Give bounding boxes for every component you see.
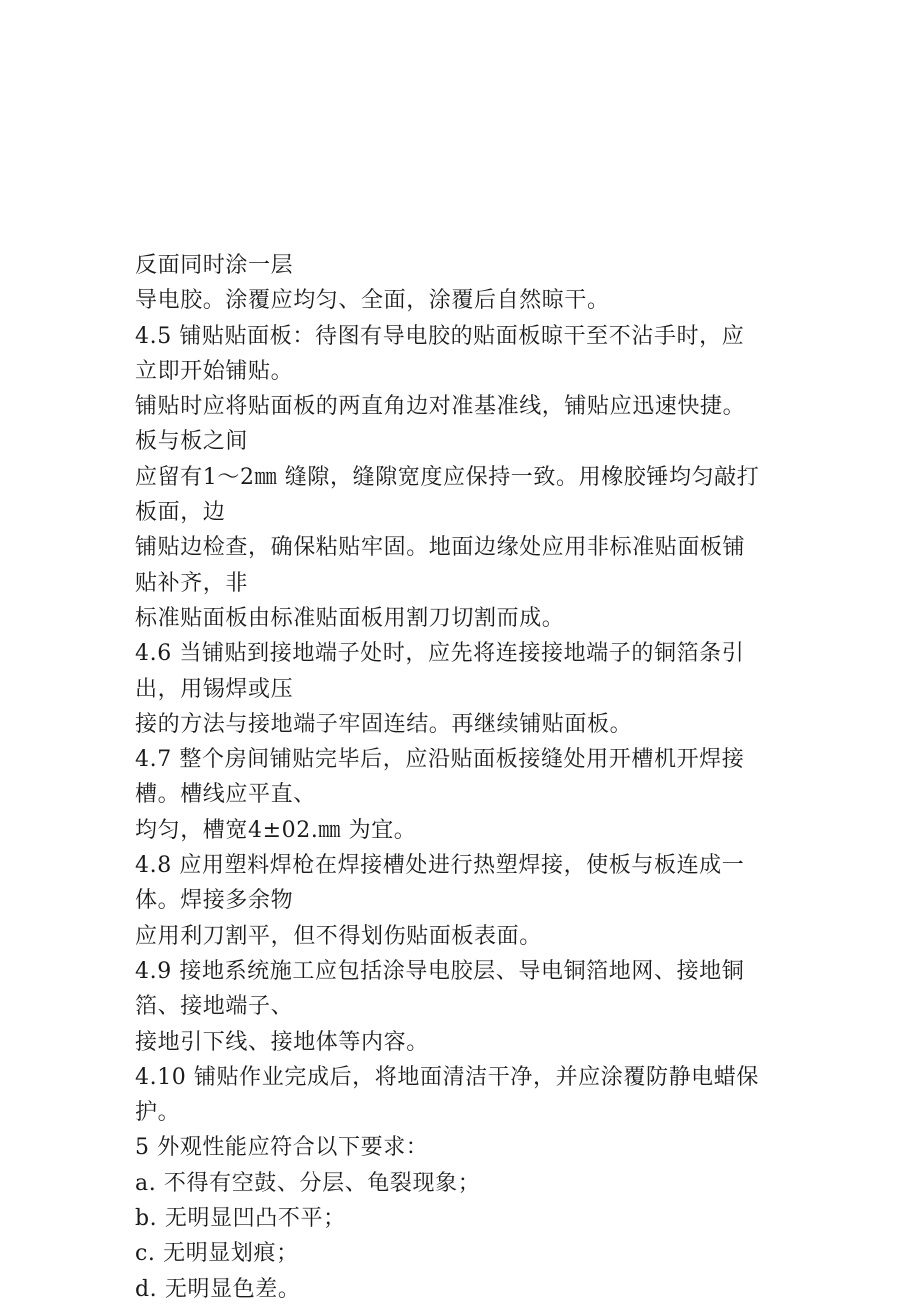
document-body bbox=[135, 248, 790, 1307]
text-line: d. 无明显色差。 bbox=[135, 1276, 301, 1302]
text-line: 5 外观性能应符合以下要求： bbox=[135, 1135, 429, 1161]
text-line: 应留有1～2㎜ 缝隙，缝隙宽度应保持一致。用橡胶锤均匀敲打 bbox=[135, 464, 760, 490]
text-line: 接地引下线、接地体等内容。 bbox=[135, 1029, 429, 1055]
text-line: 板与板之间 bbox=[135, 429, 249, 455]
text-line: 4.8 应用塑料焊枪在焊接槽处进行热塑焊接，使板与板连成一 bbox=[135, 853, 745, 879]
text-line: 4.5 铺贴贴面板：待图有导电胶的贴面板晾干至不沾手时，应 bbox=[135, 323, 745, 349]
text-line: 标准贴面板由标准贴面板用割刀切割而成。 bbox=[135, 605, 565, 631]
text-line: 铺贴边检查，确保粘贴牢固。地面边缘处应用非标准贴面板铺 bbox=[135, 535, 746, 561]
text-line: 4.10 铺贴作业完成后，将地面清洁干净，并应涂覆防静电蜡保 bbox=[135, 1064, 759, 1090]
text-line: b. 无明显凹凸不平； bbox=[135, 1206, 346, 1232]
text-line: 立即开始铺贴。 bbox=[135, 358, 294, 384]
text-line: 接的方法与接地端子牢固连结。再继续铺贴面板。 bbox=[135, 711, 633, 737]
text-line: 体。焊接多余物 bbox=[135, 888, 294, 914]
text-line: 贴补齐，非 bbox=[135, 570, 249, 596]
text-line: 均匀，槽宽4±02.㎜ 为宜。 bbox=[135, 817, 417, 843]
text-line: 导电胶。涂覆应均匀、全面，涂覆后自然晾干。 bbox=[135, 288, 610, 314]
text-line: c. 无明显划痕； bbox=[135, 1241, 299, 1267]
text-line: 铺贴时应将贴面板的两直角边对准基准线，铺贴应迅速快捷。 bbox=[135, 394, 746, 420]
text-line: 板面，边 bbox=[135, 500, 226, 526]
text-line: 反面同时涂一层 bbox=[135, 253, 294, 278]
text-line: a. 不得有空鼓、分层、龟裂现象； bbox=[135, 1170, 481, 1196]
text-line: 箔、接地端子、 bbox=[135, 994, 294, 1020]
text-line: 护。 bbox=[135, 1100, 181, 1126]
text-line: 4.6 当铺贴到接地端子处时，应先将连接接地端子的铜箔条引 bbox=[135, 641, 745, 667]
text-line: 4.9 接地系统施工应包括涂导电胶层、导电铜箔地网、接地铜 bbox=[135, 958, 745, 984]
text-line: 出，用锡焊或压 bbox=[135, 676, 294, 702]
text-line: 应用利刀割平，但不得划伤贴面板表面。 bbox=[135, 923, 542, 949]
text-line: 槽。槽线应平直、 bbox=[135, 782, 316, 808]
text-line: 4.7 整个房间铺贴完毕后，应沿贴面板接缝处用开槽机开焊接 bbox=[135, 747, 745, 773]
